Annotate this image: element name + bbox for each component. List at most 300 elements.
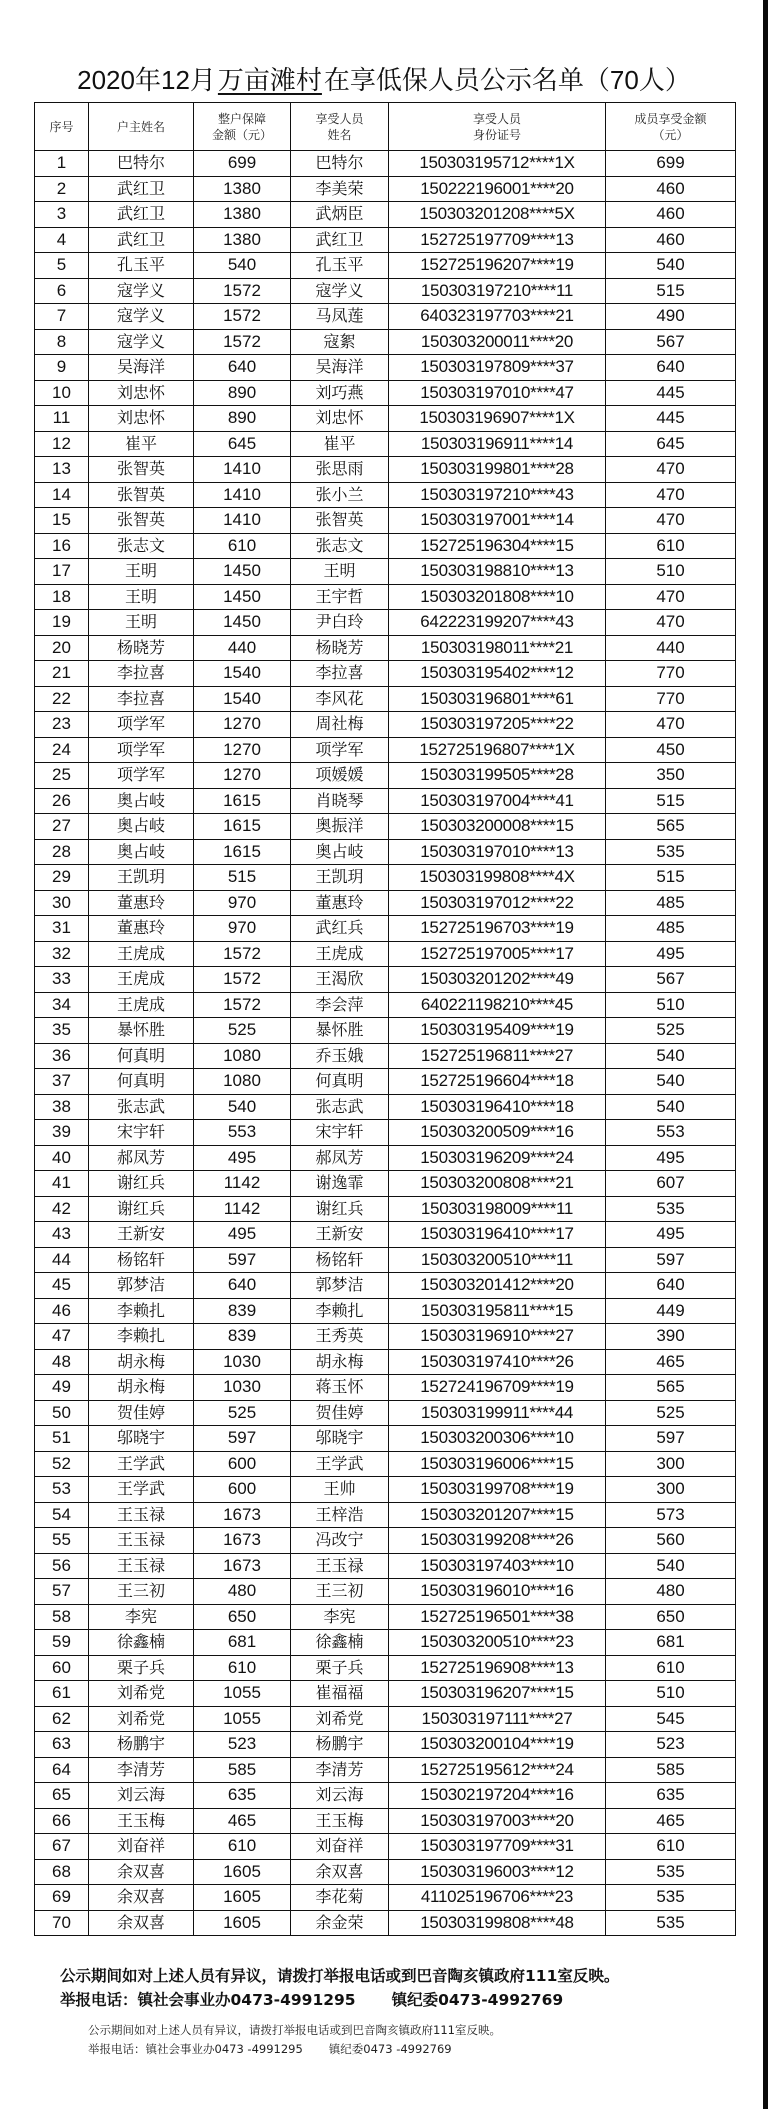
cell-member-name: 乔玉娥 bbox=[291, 1043, 389, 1069]
cell-seq: 38 bbox=[35, 1094, 89, 1120]
table-row bbox=[35, 202, 736, 228]
cell-member-amount: 573 bbox=[606, 1502, 736, 1528]
cell-household-head: 刘云海 bbox=[89, 1783, 194, 1809]
table-header bbox=[35, 103, 736, 151]
cell-household-total: 645 bbox=[194, 431, 291, 457]
cell-seq: 34 bbox=[35, 992, 89, 1018]
cell-member-name: 谢逸霏 bbox=[291, 1171, 389, 1197]
cell-household-head: 李拉喜 bbox=[89, 686, 194, 712]
cell-member-name: 寇学义 bbox=[291, 278, 389, 304]
cell-member-name: 周社梅 bbox=[291, 712, 389, 738]
cell-member-name: 武红兵 bbox=[291, 916, 389, 942]
cell-member-name: 崔平 bbox=[291, 431, 389, 457]
cell-member-amount: 465 bbox=[606, 1349, 736, 1375]
cell-seq: 70 bbox=[35, 1910, 89, 1936]
cell-member-id: 150303199801****28 bbox=[389, 457, 606, 483]
cell-household-head: 余双喜 bbox=[89, 1859, 194, 1885]
cell-household-head: 李赖扎 bbox=[89, 1298, 194, 1324]
cell-household-head: 王学武 bbox=[89, 1477, 194, 1503]
cell-member-id: 150303199208****26 bbox=[389, 1528, 606, 1554]
cell-member-id: 152725197005****17 bbox=[389, 941, 606, 967]
cell-member-amount: 449 bbox=[606, 1298, 736, 1324]
cell-member-name: 杨铭轩 bbox=[291, 1247, 389, 1273]
table-row bbox=[35, 1451, 736, 1477]
cell-household-total: 1410 bbox=[194, 508, 291, 534]
cell-member-id: 150303196907****1X bbox=[389, 406, 606, 432]
cell-household-head: 王玉禄 bbox=[89, 1502, 194, 1528]
cell-household-total: 1673 bbox=[194, 1553, 291, 1579]
cell-member-id: 150303197205****22 bbox=[389, 712, 606, 738]
cell-member-amount: 535 bbox=[606, 1910, 736, 1936]
cell-seq: 11 bbox=[35, 406, 89, 432]
cell-seq: 28 bbox=[35, 839, 89, 865]
table-row bbox=[35, 253, 736, 279]
table-row bbox=[35, 1196, 736, 1222]
cell-member-amount: 300 bbox=[606, 1451, 736, 1477]
cell-member-name: 孔玉平 bbox=[291, 253, 389, 279]
cell-household-head: 徐鑫楠 bbox=[89, 1630, 194, 1656]
cell-household-total: 1572 bbox=[194, 329, 291, 355]
cell-member-name: 王渴欣 bbox=[291, 967, 389, 993]
cell-household-head: 武红卫 bbox=[89, 227, 194, 253]
table-row bbox=[35, 1477, 736, 1503]
header-household-total: 整户保障 金额（元） bbox=[194, 103, 291, 151]
cell-household-head: 王三初 bbox=[89, 1579, 194, 1605]
cell-member-name: 李清芳 bbox=[291, 1757, 389, 1783]
cell-household-total: 1055 bbox=[194, 1706, 291, 1732]
cell-member-name: 王帅 bbox=[291, 1477, 389, 1503]
table-row bbox=[35, 865, 736, 891]
cell-household-total: 1080 bbox=[194, 1043, 291, 1069]
cell-household-head: 刘奋祥 bbox=[89, 1834, 194, 1860]
cell-member-name: 张智英 bbox=[291, 508, 389, 534]
cell-member-amount: 470 bbox=[606, 508, 736, 534]
cell-member-id: 152725196207****19 bbox=[389, 253, 606, 279]
table-row bbox=[35, 763, 736, 789]
cell-seq: 20 bbox=[35, 635, 89, 661]
table-row bbox=[35, 1630, 736, 1656]
cell-household-head: 王明 bbox=[89, 610, 194, 636]
cell-member-id: 150303197010****13 bbox=[389, 839, 606, 865]
cell-member-name: 董惠玲 bbox=[291, 890, 389, 916]
cell-household-head: 张智英 bbox=[89, 482, 194, 508]
table-row bbox=[35, 1859, 736, 1885]
cell-seq: 26 bbox=[35, 788, 89, 814]
small-hotline-office: 镇社会事业办0473 -4991295 bbox=[145, 2042, 303, 2056]
cell-household-total: 839 bbox=[194, 1298, 291, 1324]
cell-member-amount: 445 bbox=[606, 380, 736, 406]
cell-household-total: 1605 bbox=[194, 1859, 291, 1885]
cell-household-total: 681 bbox=[194, 1630, 291, 1656]
cell-member-name: 肖晓琴 bbox=[291, 788, 389, 814]
cell-seq: 17 bbox=[35, 559, 89, 585]
table-row bbox=[35, 635, 736, 661]
cell-household-total: 1080 bbox=[194, 1069, 291, 1095]
cell-member-name: 王新安 bbox=[291, 1222, 389, 1248]
cell-household-total: 1615 bbox=[194, 788, 291, 814]
cell-household-head: 奥占岐 bbox=[89, 839, 194, 865]
table-row bbox=[35, 1171, 736, 1197]
cell-household-head: 寇学义 bbox=[89, 329, 194, 355]
header-member-id: 享受人员 身份证号 bbox=[389, 103, 606, 151]
cell-household-head: 刘忠怀 bbox=[89, 406, 194, 432]
cell-household-total: 440 bbox=[194, 635, 291, 661]
cell-member-name: 李花菊 bbox=[291, 1885, 389, 1911]
table-row bbox=[35, 967, 736, 993]
cell-member-name: 徐鑫楠 bbox=[291, 1630, 389, 1656]
cell-member-amount: 510 bbox=[606, 1681, 736, 1707]
cell-seq: 42 bbox=[35, 1196, 89, 1222]
cell-household-total: 1540 bbox=[194, 661, 291, 687]
cell-member-id: 150303195409****19 bbox=[389, 1018, 606, 1044]
cell-seq: 22 bbox=[35, 686, 89, 712]
table-row bbox=[35, 176, 736, 202]
cell-household-head: 董惠玲 bbox=[89, 890, 194, 916]
cell-seq: 21 bbox=[35, 661, 89, 687]
cell-member-amount: 553 bbox=[606, 1120, 736, 1146]
cell-member-name: 杨晓芳 bbox=[291, 635, 389, 661]
cell-household-head: 郝凤芳 bbox=[89, 1145, 194, 1171]
table-row bbox=[35, 992, 736, 1018]
cell-seq: 58 bbox=[35, 1604, 89, 1630]
table-row bbox=[35, 1324, 736, 1350]
cell-household-head: 李宪 bbox=[89, 1604, 194, 1630]
cell-household-total: 1450 bbox=[194, 610, 291, 636]
table-row bbox=[35, 1706, 736, 1732]
cell-member-id: 152725196304****15 bbox=[389, 533, 606, 559]
cell-member-id: 150303195712****1X bbox=[389, 151, 606, 177]
cell-member-id: 152725197709****13 bbox=[389, 227, 606, 253]
cell-seq: 15 bbox=[35, 508, 89, 534]
cell-member-id: 150303197210****11 bbox=[389, 278, 606, 304]
cell-member-id: 411025196706****23 bbox=[389, 1885, 606, 1911]
cell-seq: 6 bbox=[35, 278, 89, 304]
cell-member-id: 150302197204****16 bbox=[389, 1783, 606, 1809]
cell-member-name: 邬晓宇 bbox=[291, 1426, 389, 1452]
cell-household-head: 邬晓宇 bbox=[89, 1426, 194, 1452]
footer-small-notice: 公示期间如对上述人员有异议，请拨打举报电话或到巴音陶亥镇政府111室反映。 bbox=[88, 2023, 501, 2037]
cell-member-name: 杨鹏宇 bbox=[291, 1732, 389, 1758]
table-row bbox=[35, 712, 736, 738]
cell-household-head: 刘希党 bbox=[89, 1681, 194, 1707]
cell-household-head: 董惠玲 bbox=[89, 916, 194, 942]
cell-household-head: 王虎成 bbox=[89, 967, 194, 993]
cell-household-total: 495 bbox=[194, 1222, 291, 1248]
table-row bbox=[35, 788, 736, 814]
cell-household-head: 王虎成 bbox=[89, 941, 194, 967]
cell-household-head: 谢红兵 bbox=[89, 1196, 194, 1222]
cell-seq: 68 bbox=[35, 1859, 89, 1885]
cell-member-name: 王明 bbox=[291, 559, 389, 585]
cell-seq: 65 bbox=[35, 1783, 89, 1809]
cell-household-head: 郭梦洁 bbox=[89, 1273, 194, 1299]
footer-hotlines bbox=[60, 1989, 563, 2011]
cell-household-total: 597 bbox=[194, 1426, 291, 1452]
cell-seq: 19 bbox=[35, 610, 89, 636]
cell-member-id: 150303196911****14 bbox=[389, 431, 606, 457]
cell-member-name: 寇絮 bbox=[291, 329, 389, 355]
table-row bbox=[35, 1732, 736, 1758]
cell-household-total: 640 bbox=[194, 355, 291, 381]
cell-member-amount: 525 bbox=[606, 1018, 736, 1044]
cell-member-amount: 515 bbox=[606, 865, 736, 891]
cell-member-id: 150303197001****14 bbox=[389, 508, 606, 534]
table-row bbox=[35, 1834, 736, 1860]
cell-member-amount: 597 bbox=[606, 1426, 736, 1452]
cell-member-id: 150303196801****61 bbox=[389, 686, 606, 712]
cell-household-head: 余双喜 bbox=[89, 1885, 194, 1911]
cell-member-id: 152725196807****1X bbox=[389, 737, 606, 763]
cell-member-amount: 495 bbox=[606, 941, 736, 967]
cell-member-amount: 565 bbox=[606, 1375, 736, 1401]
cell-household-total: 1572 bbox=[194, 967, 291, 993]
cell-household-head: 寇学义 bbox=[89, 278, 194, 304]
cell-member-id: 150303197012****22 bbox=[389, 890, 606, 916]
cell-member-name: 李拉喜 bbox=[291, 661, 389, 687]
cell-member-name: 贺佳婷 bbox=[291, 1400, 389, 1426]
cell-member-name: 刘忠怀 bbox=[291, 406, 389, 432]
cell-seq: 62 bbox=[35, 1706, 89, 1732]
cell-member-amount: 450 bbox=[606, 737, 736, 763]
cell-seq: 59 bbox=[35, 1630, 89, 1656]
cell-member-id: 640323197703****21 bbox=[389, 304, 606, 330]
cell-household-head: 胡永梅 bbox=[89, 1349, 194, 1375]
table-row bbox=[35, 1298, 736, 1324]
cell-seq: 57 bbox=[35, 1579, 89, 1605]
cell-seq: 13 bbox=[35, 457, 89, 483]
cell-member-name: 余双喜 bbox=[291, 1859, 389, 1885]
cell-member-amount: 567 bbox=[606, 329, 736, 355]
cell-member-id: 150303201207****15 bbox=[389, 1502, 606, 1528]
cell-member-name: 李美荣 bbox=[291, 176, 389, 202]
cell-household-head: 栗子兵 bbox=[89, 1655, 194, 1681]
cell-household-total: 610 bbox=[194, 1834, 291, 1860]
table-row bbox=[35, 1885, 736, 1911]
cell-member-id: 150303196209****24 bbox=[389, 1145, 606, 1171]
cell-member-amount: 535 bbox=[606, 839, 736, 865]
cell-member-id: 150303197709****31 bbox=[389, 1834, 606, 1860]
cell-household-head: 王明 bbox=[89, 584, 194, 610]
cell-member-id: 150303195811****15 bbox=[389, 1298, 606, 1324]
cell-member-amount: 460 bbox=[606, 176, 736, 202]
cell-seq: 67 bbox=[35, 1834, 89, 1860]
cell-member-amount: 635 bbox=[606, 1783, 736, 1809]
page-title bbox=[0, 60, 768, 100]
cell-household-head: 何真明 bbox=[89, 1043, 194, 1069]
cell-member-id: 150303196003****12 bbox=[389, 1859, 606, 1885]
cell-member-id: 150222196001****20 bbox=[389, 176, 606, 202]
cell-household-total: 1450 bbox=[194, 584, 291, 610]
cell-member-amount: 470 bbox=[606, 584, 736, 610]
cell-member-id: 150303200509****16 bbox=[389, 1120, 606, 1146]
cell-seq: 69 bbox=[35, 1885, 89, 1911]
cell-household-head: 张智英 bbox=[89, 457, 194, 483]
cell-member-amount: 390 bbox=[606, 1324, 736, 1350]
cell-household-total: 1380 bbox=[194, 227, 291, 253]
cell-seq: 51 bbox=[35, 1426, 89, 1452]
hotline-label: 举报电话： bbox=[60, 1991, 138, 2009]
cell-household-head: 宋宇轩 bbox=[89, 1120, 194, 1146]
cell-seq: 66 bbox=[35, 1808, 89, 1834]
cell-member-id: 150303198011****21 bbox=[389, 635, 606, 661]
cell-household-head: 孔玉平 bbox=[89, 253, 194, 279]
cell-member-amount: 610 bbox=[606, 533, 736, 559]
table-row bbox=[35, 1783, 736, 1809]
cell-member-amount: 681 bbox=[606, 1630, 736, 1656]
cell-household-head: 王凯玥 bbox=[89, 865, 194, 891]
cell-member-id: 150303199505****28 bbox=[389, 763, 606, 789]
image-edge-bar bbox=[763, 0, 768, 2109]
cell-household-head: 巴特尔 bbox=[89, 151, 194, 177]
footer-small-hotlines bbox=[88, 2040, 452, 2058]
cell-seq: 60 bbox=[35, 1655, 89, 1681]
cell-member-amount: 567 bbox=[606, 967, 736, 993]
table-row bbox=[35, 1400, 736, 1426]
cell-household-total: 1142 bbox=[194, 1171, 291, 1197]
cell-member-id: 150303200008****15 bbox=[389, 814, 606, 840]
cell-household-total: 597 bbox=[194, 1247, 291, 1273]
cell-seq: 27 bbox=[35, 814, 89, 840]
cell-household-total: 600 bbox=[194, 1477, 291, 1503]
cell-member-id: 150303195402****12 bbox=[389, 661, 606, 687]
cell-household-head: 奥占岐 bbox=[89, 788, 194, 814]
header-seq: 序号 bbox=[35, 103, 89, 151]
table-row bbox=[35, 1502, 736, 1528]
cell-household-total: 1270 bbox=[194, 737, 291, 763]
cell-household-total: 640 bbox=[194, 1273, 291, 1299]
small-hotline-discipline: 镇纪委0473 -4992769 bbox=[328, 2042, 452, 2056]
cell-household-head: 张志文 bbox=[89, 533, 194, 559]
cell-member-amount: 607 bbox=[606, 1171, 736, 1197]
cell-member-amount: 640 bbox=[606, 1273, 736, 1299]
cell-member-amount: 540 bbox=[606, 253, 736, 279]
cell-member-amount: 540 bbox=[606, 1043, 736, 1069]
table-row bbox=[35, 839, 736, 865]
cell-member-id: 150303198810****13 bbox=[389, 559, 606, 585]
table-row bbox=[35, 457, 736, 483]
cell-member-amount: 515 bbox=[606, 278, 736, 304]
cell-seq: 40 bbox=[35, 1145, 89, 1171]
cell-member-amount: 470 bbox=[606, 457, 736, 483]
cell-member-amount: 770 bbox=[606, 686, 736, 712]
table-row bbox=[35, 1681, 736, 1707]
cell-member-amount: 699 bbox=[606, 151, 736, 177]
cell-member-id: 150303196006****15 bbox=[389, 1451, 606, 1477]
recipient-table bbox=[34, 102, 736, 1936]
cell-seq: 44 bbox=[35, 1247, 89, 1273]
cell-household-head: 余双喜 bbox=[89, 1910, 194, 1936]
cell-household-total: 525 bbox=[194, 1400, 291, 1426]
table-row bbox=[35, 1375, 736, 1401]
cell-member-id: 150303197410****26 bbox=[389, 1349, 606, 1375]
cell-member-id: 152724196709****19 bbox=[389, 1375, 606, 1401]
table-row bbox=[35, 1349, 736, 1375]
cell-member-amount: 540 bbox=[606, 1069, 736, 1095]
table-row bbox=[35, 1426, 736, 1452]
cell-member-id: 152725196604****18 bbox=[389, 1069, 606, 1095]
cell-seq: 30 bbox=[35, 890, 89, 916]
table-row bbox=[35, 151, 736, 177]
cell-seq: 9 bbox=[35, 355, 89, 381]
cell-seq: 50 bbox=[35, 1400, 89, 1426]
table-row bbox=[35, 661, 736, 687]
cell-member-id: 640221198210****45 bbox=[389, 992, 606, 1018]
cell-member-id: 152725196501****38 bbox=[389, 1604, 606, 1630]
cell-seq: 48 bbox=[35, 1349, 89, 1375]
cell-member-amount: 470 bbox=[606, 610, 736, 636]
cell-member-id: 642223199207****43 bbox=[389, 610, 606, 636]
table-row bbox=[35, 1273, 736, 1299]
cell-member-amount: 485 bbox=[606, 916, 736, 942]
cell-member-amount: 610 bbox=[606, 1834, 736, 1860]
header-member-amount: 成员享受金额 （元） bbox=[606, 103, 736, 151]
cell-member-name: 刘希党 bbox=[291, 1706, 389, 1732]
cell-member-name: 王三初 bbox=[291, 1579, 389, 1605]
cell-member-id: 150303201412****20 bbox=[389, 1273, 606, 1299]
cell-seq: 45 bbox=[35, 1273, 89, 1299]
cell-seq: 25 bbox=[35, 763, 89, 789]
cell-seq: 47 bbox=[35, 1324, 89, 1350]
cell-seq: 41 bbox=[35, 1171, 89, 1197]
cell-household-total: 515 bbox=[194, 865, 291, 891]
cell-member-amount: 645 bbox=[606, 431, 736, 457]
cell-member-amount: 535 bbox=[606, 1196, 736, 1222]
cell-seq: 63 bbox=[35, 1732, 89, 1758]
cell-member-id: 150303197403****10 bbox=[389, 1553, 606, 1579]
cell-household-total: 1030 bbox=[194, 1349, 291, 1375]
cell-member-name: 刘巧燕 bbox=[291, 380, 389, 406]
cell-household-head: 王玉禄 bbox=[89, 1553, 194, 1579]
cell-member-name: 武红卫 bbox=[291, 227, 389, 253]
cell-household-total: 1605 bbox=[194, 1885, 291, 1911]
table-row bbox=[35, 482, 736, 508]
cell-seq: 32 bbox=[35, 941, 89, 967]
cell-household-total: 1270 bbox=[194, 712, 291, 738]
cell-member-name: 李风花 bbox=[291, 686, 389, 712]
cell-member-id: 150303200510****11 bbox=[389, 1247, 606, 1273]
cell-member-id: 150303199911****44 bbox=[389, 1400, 606, 1426]
table-row bbox=[35, 1553, 736, 1579]
cell-member-amount: 535 bbox=[606, 1885, 736, 1911]
table-row bbox=[35, 737, 736, 763]
cell-member-name: 宋宇轩 bbox=[291, 1120, 389, 1146]
cell-member-name: 项媛媛 bbox=[291, 763, 389, 789]
cell-member-amount: 510 bbox=[606, 559, 736, 585]
cell-member-id: 150303196010****16 bbox=[389, 1579, 606, 1605]
cell-seq: 43 bbox=[35, 1222, 89, 1248]
cell-member-id: 150303200011****20 bbox=[389, 329, 606, 355]
table-row bbox=[35, 610, 736, 636]
cell-member-name: 武炳臣 bbox=[291, 202, 389, 228]
cell-member-id: 150303197004****41 bbox=[389, 788, 606, 814]
cell-member-name: 马凤莲 bbox=[291, 304, 389, 330]
cell-member-name: 王凯玥 bbox=[291, 865, 389, 891]
table-row bbox=[35, 533, 736, 559]
cell-member-name: 郝凤芳 bbox=[291, 1145, 389, 1171]
cell-member-name: 尹白玲 bbox=[291, 610, 389, 636]
title-village: 万亩滩村 bbox=[217, 65, 322, 95]
cell-household-total: 1572 bbox=[194, 278, 291, 304]
cell-seq: 31 bbox=[35, 916, 89, 942]
cell-member-name: 奥振洋 bbox=[291, 814, 389, 840]
cell-member-id: 150303196410****18 bbox=[389, 1094, 606, 1120]
table-row bbox=[35, 1145, 736, 1171]
cell-seq: 14 bbox=[35, 482, 89, 508]
cell-member-name: 李赖扎 bbox=[291, 1298, 389, 1324]
table-row bbox=[35, 686, 736, 712]
cell-member-amount: 565 bbox=[606, 814, 736, 840]
cell-member-name: 王玉梅 bbox=[291, 1808, 389, 1834]
